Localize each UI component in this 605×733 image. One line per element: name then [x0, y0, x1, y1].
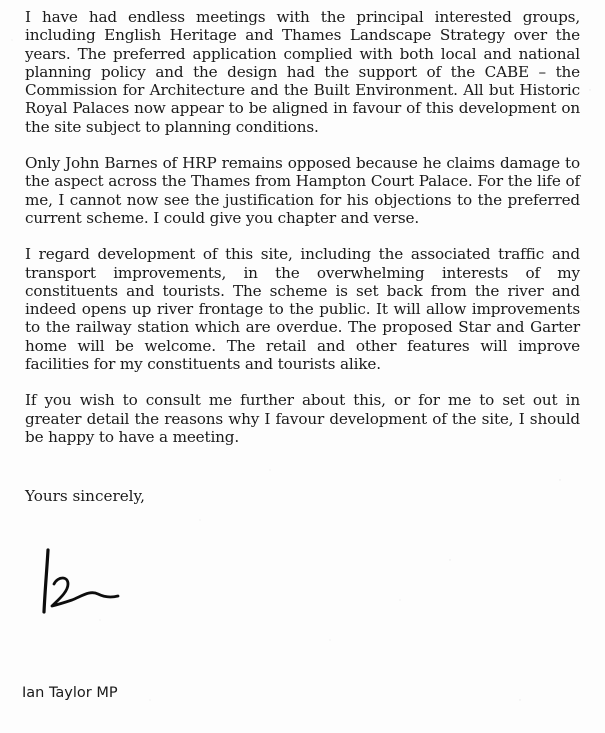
paragraph-4: If you wish to consult me further about this, or for me to set out in greater detail the reasons why I favour development of the site, I should be happy to have a meeting.: [25, 391, 580, 446]
closing-salutation: Yours sincerely,: [25, 487, 145, 505]
signer-name: Ian Taylor MP: [22, 685, 118, 701]
letter-body: [25, 8, 580, 464]
handwritten-signature: [30, 540, 140, 620]
paragraph-3: I regard development of this site, including the associated traffic and transport improvements, in the overwhelming interests of my constituents and tourists. The scheme is set back from the river and indeed opens up river frontage to the public. It will allow improvements to the railway station which are overdue. The proposed Star and Garter home will be welcome. The retail and other features will improve facilities for my constituents and tourists alike.: [25, 245, 580, 374]
paragraph-1: I have had endless meetings with the principal interested groups, including English Heritage and Thames Landscape Strategy over the years. The preferred application complied with both local and national planning policy and the design had the support of the CABE – the Commission for Architecture and the Built Environment. All but Historic Royal Palaces now appear to be aligned in favour of this development on the site subject to planning conditions.: [25, 8, 580, 136]
paragraph-2: Only John Barnes of HRP remains opposed because he claims damage to the aspect across the Thames from Hampton Court Palace. For the life of me, I cannot now see the justification for his objections to the preferred current scheme. I could give you chapter and verse.: [25, 154, 580, 227]
